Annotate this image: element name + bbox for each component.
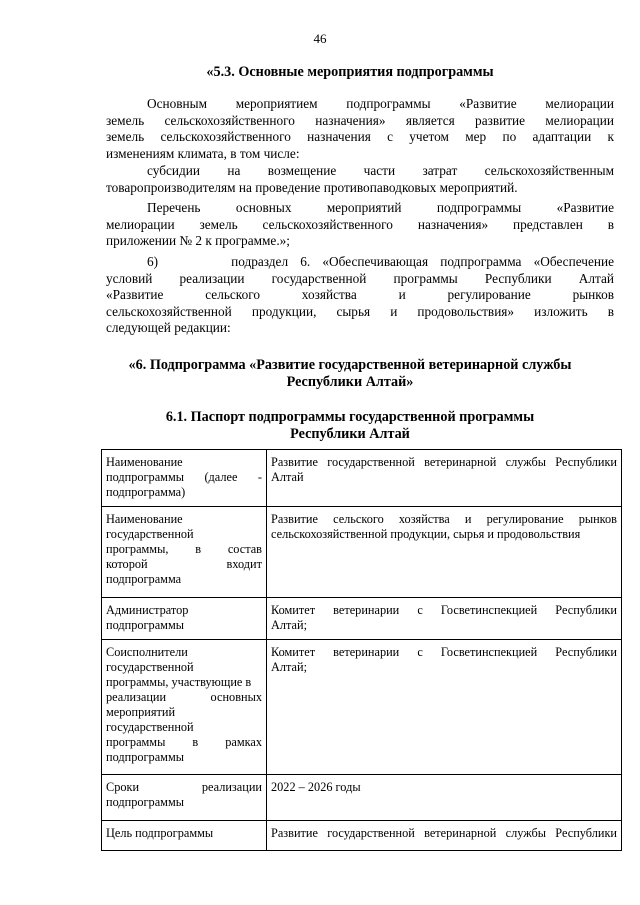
paragraph-line: земель сельскохозяйственного назначения с учетом мер по адаптации к — [106, 129, 614, 145]
paragraph-line: «Развитие сельского хозяйства и регулирование рынков — [106, 287, 614, 303]
section-6-heading-line: «6. Подпрограмма «Развитие государственной ветеринарной службы — [128, 357, 572, 373]
row-label-cell — [102, 775, 267, 821]
label-line: Сроки реализации — [106, 780, 262, 794]
label-line: подпрограмма — [106, 572, 182, 586]
row-label-cell — [102, 821, 267, 851]
label-line: Администратор — [106, 603, 189, 617]
value-line: Алтай; — [271, 660, 307, 674]
table-row — [102, 640, 622, 775]
value-line: Комитет ветеринарии с Госветинспекцией Республики — [271, 603, 617, 617]
label-line: подпрограммы — [106, 795, 184, 809]
paragraph-line: условий реализации государственной программы Республики Алтай — [106, 270, 614, 286]
table-row — [102, 450, 622, 507]
label-line: Цель подпрограммы — [106, 826, 214, 840]
row-value-cell — [267, 598, 622, 640]
label-line: программы, участвующие в — [106, 675, 252, 689]
page-number: 46 — [313, 31, 327, 46]
label-line: программы в рамках — [106, 735, 262, 749]
paragraph-line: 6) подраздел 6. «Обеспечивающая подпрограмма «Обеспечение — [147, 254, 614, 269]
paragraph-line: изменениям климата, в том числе: — [106, 145, 300, 161]
table-row — [102, 507, 622, 598]
table-row — [102, 821, 622, 851]
label-line: государственной — [106, 720, 194, 734]
label-line: государственной — [106, 527, 194, 541]
section-6-heading-line: Республики Алтай» — [286, 374, 414, 390]
paragraph-line: земель сельскохозяйственного назначения» является развитие мелиорации — [106, 112, 614, 128]
label-line: программы, в состав — [106, 542, 262, 556]
label-line: мероприятий — [106, 705, 176, 719]
label-line: Наименование — [106, 455, 183, 469]
label-line: которой входит — [106, 557, 262, 571]
label-line: Наименование — [106, 512, 183, 526]
row-label-cell — [102, 450, 267, 507]
section-6-1-heading-line: Республики Алтай — [290, 426, 410, 442]
row-label-cell — [102, 640, 267, 775]
label-line: государственной — [106, 660, 194, 674]
value-line: Алтай — [271, 470, 304, 484]
section-6-1-heading-line: 6.1. Паспорт подпрограммы государственной программы — [165, 409, 535, 425]
table-row — [102, 775, 622, 821]
value-line: Развитие государственной ветеринарной службы Республики — [271, 826, 617, 840]
label-line: подпрограммы (далее - — [106, 470, 262, 484]
row-label-cell — [102, 507, 267, 598]
section-6-heading — [60, 357, 640, 391]
value-line: Развитие сельского хозяйства и регулирование рынков — [271, 512, 617, 526]
value-line: Комитет ветеринарии с Госветинспекцией Республики — [271, 645, 617, 659]
label-line: подпрограммы — [106, 750, 184, 764]
label-line: реализации основных — [106, 690, 262, 704]
row-label-cell — [102, 598, 267, 640]
value-line: Алтай; — [271, 618, 307, 632]
label-line: подпрограммы — [106, 618, 184, 632]
row-value-cell — [267, 640, 622, 775]
section-5-3-heading: «5.3. Основные мероприятия подпрограммы — [206, 64, 494, 80]
paragraph-line: приложении № 2 к программе.»; — [106, 233, 291, 249]
section-6-1-heading — [60, 409, 640, 443]
paragraph-line: сельскохозяйственной продукции, сырья и продовольствия» изложить в — [106, 303, 614, 319]
paragraph-line: субсидии на возмещение части затрат сельскохозяйственным — [147, 163, 614, 178]
paragraph-line: следующей редакции: — [106, 320, 231, 336]
paragraph-subsidies — [106, 163, 614, 196]
label-line: подпрограмма) — [106, 485, 186, 499]
row-value-cell — [267, 821, 622, 851]
paragraph-line: Основным мероприятием подпрограммы «Развитие мелиорации — [147, 96, 614, 111]
paragraph-activities-list — [106, 200, 614, 250]
passport-table — [101, 449, 622, 851]
paragraph-line: Перечень основных мероприятий подпрограммы «Развитие — [147, 200, 614, 215]
row-value-cell — [267, 507, 622, 598]
paragraph-line: мелиорации земель сельскохозяйственного назначения» представлен в — [106, 216, 614, 232]
paragraph-line: товаропроизводителям на проведение противопаводковых мероприятий. — [106, 179, 518, 195]
value-line: 2022 – 2026 годы — [271, 780, 361, 794]
value-line: сельскохозяйственной продукции, сырья и продовольствия — [271, 527, 581, 541]
row-value-cell — [267, 450, 622, 507]
row-value-cell — [267, 775, 622, 821]
value-line: Развитие государственной ветеринарной службы Республики — [271, 455, 617, 469]
label-line: Соисполнители — [106, 645, 188, 659]
paragraph-subsection-6 — [106, 254, 614, 337]
table-row — [102, 598, 622, 640]
paragraph-main-activity — [106, 96, 614, 162]
